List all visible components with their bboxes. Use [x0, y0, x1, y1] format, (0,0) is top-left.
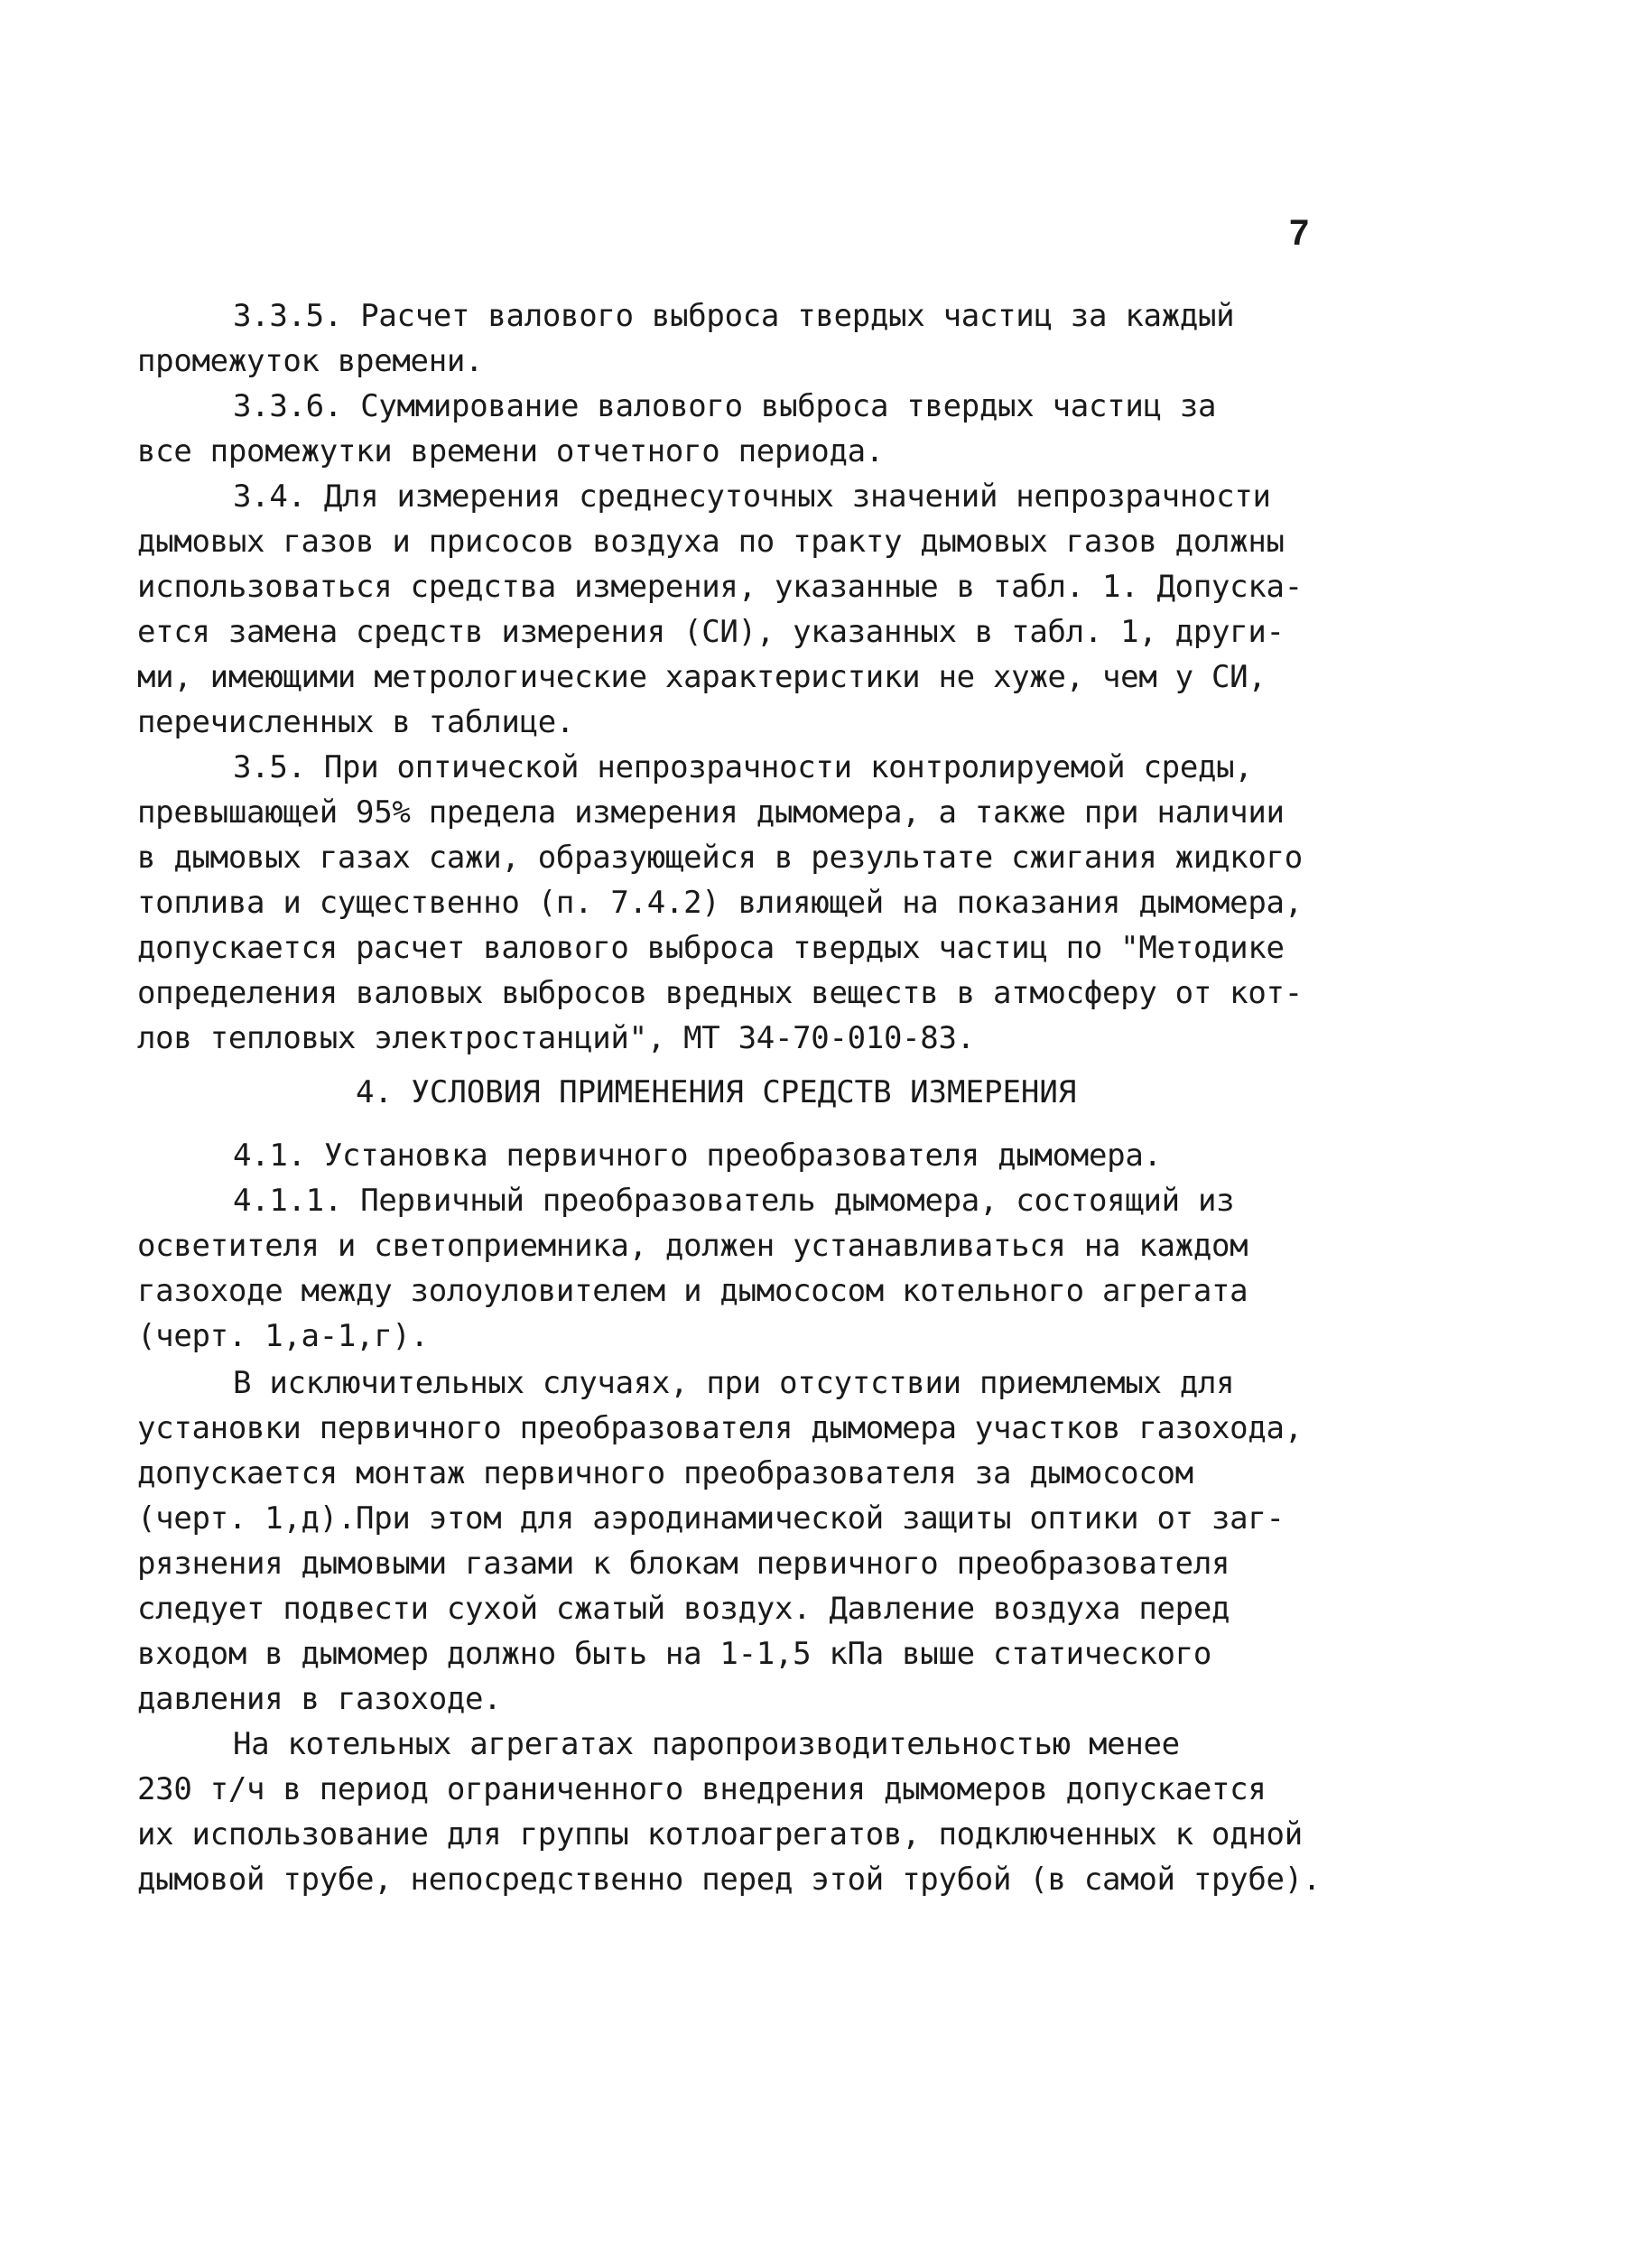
text-line: дымовых газов и присосов воздуха по тракту дымовых газов должны — [137, 524, 1285, 560]
text-line: 3.3.6. Суммирование валового выброса твердых частиц за — [233, 388, 1217, 424]
section-heading: 4. УСЛОВИЯ ПРИМЕНЕНИЯ СРЕДСТВ ИЗМЕРЕНИЯ — [356, 1074, 1077, 1110]
text-line: промежуток времени. — [137, 343, 484, 379]
text-line: 3.5. При оптической непрозрачности контролируемой среды, — [233, 749, 1253, 785]
text-line: топлива и существенно (п. 7.4.2) влияющей на показания дымомера, — [137, 885, 1303, 921]
text-line: 3.3.5. Расчет валового выброса твердых частиц за каждый — [233, 298, 1235, 334]
text-line: все промежутки времени отчетного периода. — [137, 433, 884, 469]
page-number: 7 — [1289, 213, 1310, 253]
text-line: 4.1. Установка первичного преобразователя дымомера. — [233, 1138, 1162, 1174]
text-line: определения валовых выбросов вредных веществ в атмосферу от кот- — [137, 975, 1303, 1011]
text-line: (черт. 1,д).При этом для аэродинамической защиты оптики от заг- — [137, 1500, 1285, 1537]
text-line: ми, имеющими метрологические характеристики не хуже, чем у СИ, — [137, 659, 1267, 695]
text-line: ется замена средств измерения (СИ), указанных в табл. 1, други- — [137, 614, 1285, 650]
text-line: лов тепловых электростанций", МТ 34-70-010-83. — [137, 1020, 975, 1056]
text-line: перечисленных в таблице. — [137, 704, 575, 740]
text-line: осветителя и светоприемника, должен устанавливаться на каждом — [137, 1228, 1248, 1264]
text-line: в дымовых газах сажи, образующейся в результате сжигания жидкого — [137, 840, 1303, 876]
text-line: 4.1.1. Первичный преобразователь дымомера, состоящий из — [233, 1183, 1235, 1219]
text-line: давления в газоходе. — [137, 1681, 502, 1717]
text-line: 3.4. Для измерения среднесуточных значений непрозрачности — [233, 478, 1271, 515]
text-line: следует подвести сухой сжатый воздух. Давление воздуха перед — [137, 1591, 1230, 1627]
text-line: превышающей 95% предела измерения дымомера, а также при наличии — [137, 794, 1285, 831]
text-line: На котельных агрегатах паропроизводительностью менее — [233, 1726, 1180, 1762]
text-line: (черт. 1,а-1,г). — [137, 1318, 429, 1354]
text-line: В исключительных случаях, при отсутствии приемлемых для — [233, 1365, 1235, 1401]
text-line: их использование для группы котлоагрегатов, подключенных к одной — [137, 1816, 1303, 1853]
text-line: 230 т/ч в период ограниченного внедрения дымомеров допускается — [137, 1771, 1267, 1807]
text-line: допускается расчет валового выброса твердых частиц по "Методике — [137, 930, 1285, 966]
text-line: допускается монтаж первичного преобразователя за дымососом — [137, 1455, 1193, 1491]
text-line: установки первичного преобразователя дымомера участков газохода, — [137, 1410, 1303, 1446]
text-line: входом в дымомер должно быть на 1-1,5 кПа выше статического — [137, 1636, 1212, 1672]
text-line: рязнения дымовыми газами к блокам первичного преобразователя — [137, 1546, 1230, 1582]
text-line: использоваться средства измерения, указанные в табл. 1. Допуска- — [137, 569, 1303, 605]
text-line: дымовой трубе, непосредственно перед этой трубой (в самой трубе). — [137, 1862, 1322, 1898]
text-line: газоходе между золоуловителем и дымососом котельного агрегата — [137, 1273, 1248, 1309]
